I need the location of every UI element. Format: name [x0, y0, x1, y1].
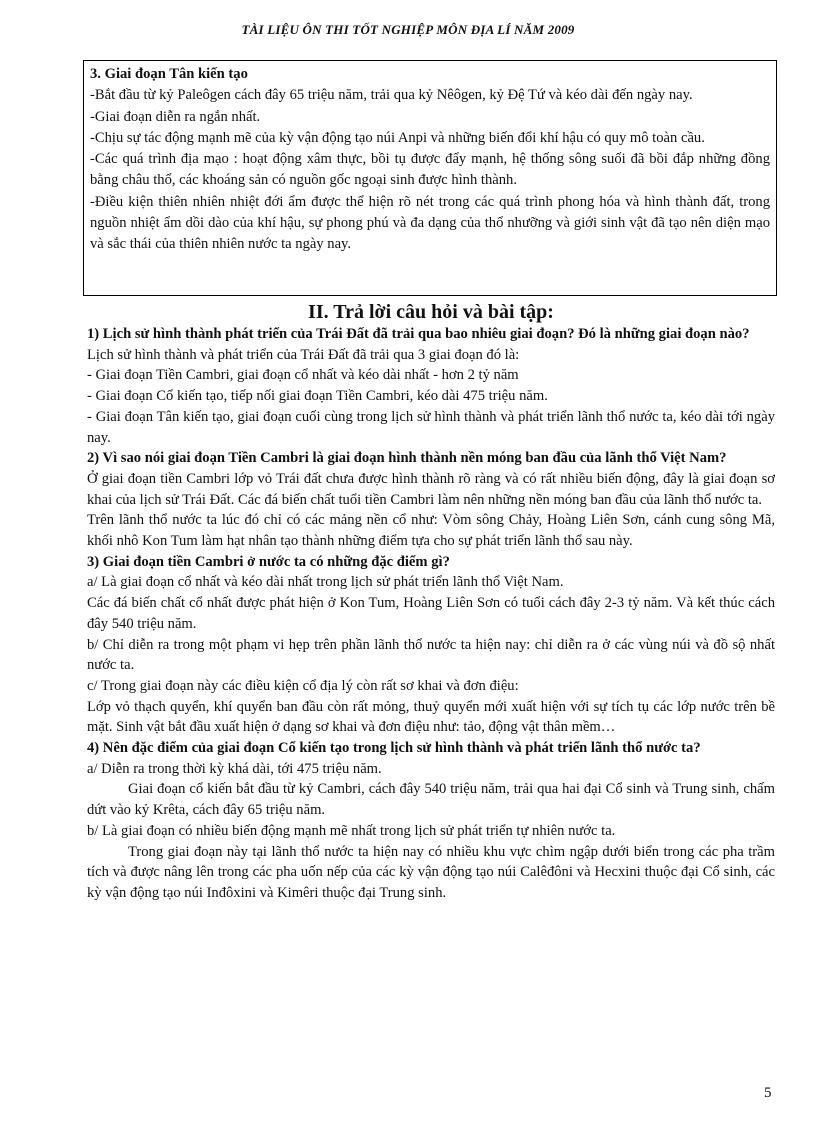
- box-line: -Giai đoạn diễn ra ngắn nhất.: [90, 108, 261, 125]
- answer-line: c/ Trong giai đoạn này các điều kiện cổ địa lý còn rất sơ khai và đơn điệu:: [87, 677, 519, 694]
- page-header: TÀI LIỆU ÔN THI TỐT NGHIỆP MÔN ĐỊA LÍ NĂM 2009: [241, 22, 575, 37]
- question-4: 4) Nên đặc điểm của giai đoạn Cổ kiến tạo trong lịch sử hình thành và phát triển lãnh thổ nước ta?: [87, 740, 701, 757]
- box-line: -Điều kiện thiên nhiên nhiệt đới ẩm được thể hiện rõ nét trong các quá trình phong hóa và hình thành đất, trong nguồn nhiệt ẩm dồi dào của khí hậu, sự phong phú và đa dạng của thổ nhưỡng và giới sinh vật đã tạo nên diện mạo và sắc thái của thiên nhiên nước ta ngày nay.: [90, 193, 770, 253]
- answer-line: Lớp vỏ thạch quyển, khí quyển ban đầu còn rất mỏng, thuỷ quyển mới xuất hiện với sự tích tụ các lớp nước trên bề mặt. Sinh vật bắt đầu xuất hiện ở dạng sơ khai và đơn điệu như: tảo, động vật thân mềm…: [87, 698, 775, 736]
- box-line: -Bắt đầu từ kỷ Paleôgen cách đây 65 triệu năm, trải qua kỷ Nêôgen, kỷ Đệ Tứ và kéo dài đến ngày nay.: [90, 87, 693, 104]
- box-heading: 3. Giai đoạn Tân kiến tạo: [90, 66, 248, 82]
- question-3: 3) Giai đoạn tiền Cambri ở nước ta có những đặc điểm gì?: [87, 553, 450, 570]
- answer-line: a/ Diễn ra trong thời kỳ khá dài, tới 475 triệu năm.: [87, 760, 382, 777]
- question-1: 1) Lịch sử hình thành phát triển của Trái Đất đã trải qua bao nhiêu giai đoạn? Đó là những giai đoạn nào?: [87, 326, 750, 342]
- answer-line: - Giai đoạn Cổ kiến tạo, tiếp nối giai đoạn Tiền Cambri, kéo dài 475 triệu năm.: [87, 388, 548, 405]
- answer-line: Ở giai đoạn tiền Cambri lớp vỏ Trái đất chưa được hình thành rõ ràng và có rất nhiều biến động, đây là giai đoạn sơ khai của lịch sử Trái Đất. Các đá biến chất tuổi tiền Cambri làm nên những nền móng ban đầu của lãnh thổ nước ta.: [87, 470, 775, 508]
- answer-paragraph: Giai đoạn cổ kiến bắt đầu từ kỷ Cambri, cách đây 540 triệu năm, trải qua hai đại Cổ sinh và Trung sinh, chấm dứt vào kỷ Krêta, cách đây 65 triệu năm.: [87, 781, 775, 819]
- question-2: 2) Vì sao nói giai đoạn Tiền Cambri là giai đoạn hình thành nền móng ban đầu của lãnh thổ Việt Nam?: [87, 450, 727, 467]
- answer-line: Các đá biến chất cổ nhất được phát hiện ở Kon Tum, Hoàng Liên Sơn có tuổi cách đây 2-3 tỷ năm. Và kết thúc cách đây 540 triệu năm.: [87, 595, 775, 632]
- answer-line: Trên lãnh thổ nước ta lúc đó chỉ có các mảng nền cổ như: Vòm sông Chảy, Hoàng Liên Sơn, cánh cung sông Mã, khối nhô Kon Tum làm hạt nhân tạo thành những điểm tựa cho sự phát triển lãnh thổ sau này.: [87, 512, 775, 550]
- box-line: -Chịu sự tác động mạnh mẽ của kỳ vận động tạo núi Anpi và những biến đổi khí hậu có quy mô toàn cầu.: [90, 129, 705, 146]
- answer-paragraph: Trong giai đoạn này tại lãnh thổ nước ta hiện nay có nhiều khu vực chìm ngập dưới biển trong các pha trầm tích và được nâng lên trong các pha uốn nếp của các kỳ vận động tạo núi Calêđôni và Hecxini thuộc đại Cổ sinh, các kỳ vận động tạo núi Inđôxini và Kimêri thuộc đại Trung sinh.: [87, 843, 775, 901]
- answer-line: - Giai đoạn Tân kiến tạo, giai đoạn cuối cùng trong lịch sử hình thành và phát triển lãnh thổ nước ta, kéo dài tới ngày nay.: [87, 408, 775, 446]
- answer-line: Lịch sử hình thành và phát triển của Trái Đất đã trải qua 3 giai đoạn đó là:: [87, 346, 520, 363]
- page-number: 5: [764, 1085, 772, 1101]
- answer-line: b/ Là giai đoạn có nhiều biến động mạnh mẽ nhất trong lịch sử phát triển tự nhiên nước ta.: [87, 822, 616, 839]
- answer-line: b/ Chỉ diễn ra trong một phạm vi hẹp trên phần lãnh thổ nước ta hiện nay: chỉ diễn ra ở các vùng núi và đồ sộ nhất nước ta.: [87, 636, 775, 674]
- answer-line: a/ Là giai đoạn cổ nhất và kéo dài nhất trong lịch sử phát triển lãnh thổ Việt Nam.: [87, 574, 564, 591]
- answer-line: - Giai đoạn Tiền Cambri, giai đoạn cổ nhất và kéo dài nhất - hơn 2 tỷ năm: [87, 367, 519, 384]
- box-line: -Các quá trình địa mạo : hoạt động xâm thực, bồi tụ được đẩy mạnh, hệ thống sông suối đã bồi đắp những đồng bằng châu thổ, các khoáng sản có nguồn gốc ngoại sinh được hình thành.: [90, 151, 770, 189]
- stage-box: [83, 60, 777, 296]
- main-content: [87, 300, 775, 904]
- section-title: II. Trả lời câu hỏi và bài tập:: [308, 301, 554, 323]
